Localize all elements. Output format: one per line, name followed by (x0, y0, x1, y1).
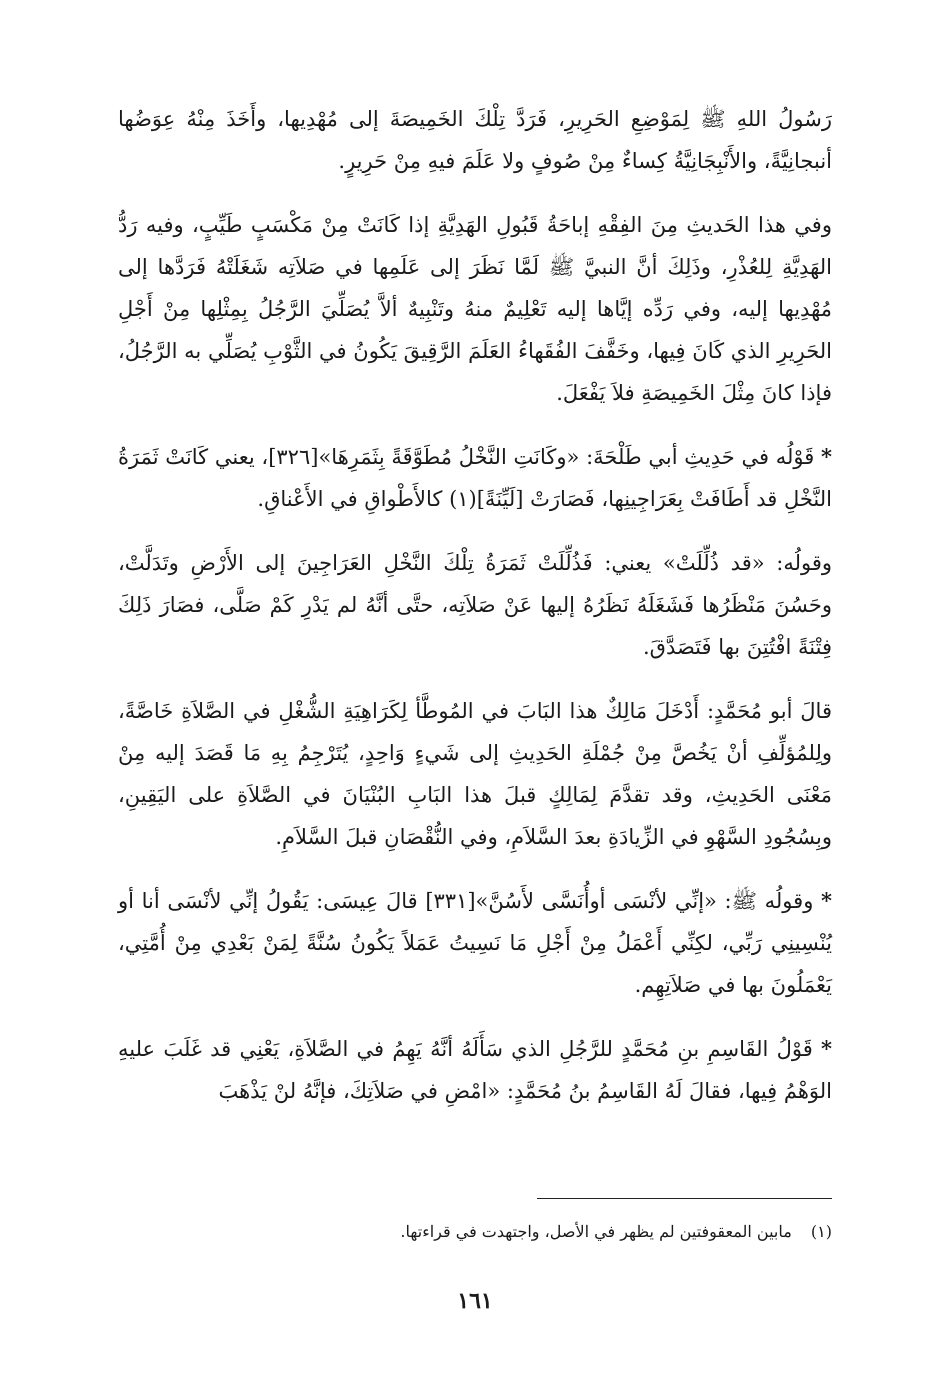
paragraph-6-text: وقولُه ﷺ: «إنِّي لأنْسَى أوأُنَسَّى لأَسُنَّ»[٣٣١] قالَ عِيسَى: يَقُولُ إنِّي لأنْسَى أنا أو يُنْسِينِي رَبِّي، لكِنِّي أَعْمَلُ مِنْ أَجْلِ مَا نَسِيتُ عَمَلاً يَكُونُ سُنَّةً لِمَنْ بَعْدِي مِنْ أُمَّتِي، يَعْمَلُونَ بها في صَلاَتِهِم. (118, 889, 832, 997)
paragraph-5 (118, 690, 832, 858)
page-number: ١٦١ (457, 1288, 493, 1314)
paragraph-1 (118, 98, 832, 182)
main-text (118, 98, 832, 1134)
paragraph-3-text: قَوْلُه في حَدِيثِ أبي طَلْحَةَ: «وكَانَتِ النَّخْلُ مُطَوَّقَةً بِثَمَرِهَا»[٣٢٦]، يعني كَانَتْ ثَمَرَةُ النَّخْلِ قد أَطَافَتْ بِعَرَاجِينِها، فَصَارَتْ [لَيِّنَةً](١) كالأَطْواقِ في الأَعْناقِ. (118, 445, 832, 511)
paragraph-7 (118, 1028, 832, 1112)
paragraph-5-text: قالَ أبو مُحَمَّدٍ: أَدْخَلَ مَالِكٌ هذا البَابَ في المُوطَّأ لِكَرَاهِيَةِ الشُّغْلِ في الصَّلاَةِ خَاصَّةً، ولِلمُؤلِّفِ أنْ يَخُصَّ مِنْ جُمْلَةِ الحَدِيثِ إلى شَيءٍ وَاحِدٍ، يُتَرْجِمُ بِهِ مَا قَصَدَ إليه مِنْ مَعْنَى الحَدِيثِ، وقد تقدَّمَ لِمَالِكٍ قبلَ هذا البَابِ البُنْيَانَ في الصَّلاَةِ على اليَقِينِ، وبِسُجُودِ السَّهْوِ في الزِّيادَةِ بعدَ السَّلاَمِ، وفي النُّقْصَانِ قبلَ السَّلاَمِ. (118, 699, 832, 849)
paragraph-6-bullet: * (821, 888, 832, 913)
footnote-marker: (١) (810, 1222, 832, 1241)
paragraph-6 (118, 880, 832, 1006)
paragraph-4-text: وقولُه: «قد ذُلِّلَتْ» يعني: فَذُلِّلَتْ ثَمَرَةُ تِلْكَ النَّخْلِ العَرَاجِينَ إلى الأَرْضِ وتَدَلَّتْ، وحَسُنَ مَنْظَرُها فَشَغَلَهُ نَظَرُهُ إليها عَنْ صَلاَتِه، حتَّى أنَّهُ لم يَدْرِ كَمْ صَلَّى، فصَارَ ذَلِكَ فِتْنَةً افْتُتِنَ بها فَتَصَدَّقَ. (118, 551, 832, 659)
footnote-divider (537, 1198, 832, 1199)
paragraph-4 (118, 542, 832, 668)
footnote (118, 1218, 832, 1246)
paragraph-7-bullet: * (821, 1036, 832, 1061)
paragraph-3 (118, 436, 832, 520)
paragraph-3-bullet: * (821, 444, 832, 469)
paragraph-2-text: وفي هذا الحَديثِ مِنَ الفِقْهِ إباحَةُ قَبُولِ الهَدِيَّةِ إذا كَانَتْ مِنْ مَكْسَبٍ طَيِّبٍ، وفيه رَدُّ الهَدِيَّةِ لِلعُذْرِ، وذَلِكَ أنَّ النبيَّ ﷺ لَمَّا نَظَرَ إلى عَلَمِها في صَلاَتِه شَغَلَتْهُ فَرَدَّها إلى مُهْدِيها إليه، وفي رَدِّه إيَّاها إليه تَعْلِيمٌ منهُ وتَنْبِيهٌ ألاَّ يُصَلِّيَ الرَّجُلُ بِمِثْلِها مِنْ أَجْلِ الحَرِيرِ الذي كَانَ فِيها، وخَفَّفَ الفُقَهاءُ العَلَمَ الرَّقِيقَ يَكُونُ في الثَّوْبِ يُصَلِّي به الرَّجُلُ، فإذا كانَ مِثْلَ الخَمِيصَةِ فلاَ يَفْعَلَ. (118, 213, 832, 405)
footnote-text: مابين المعقوفتين لم يظهر في الأصل، واجتهدت في قراءتها. (400, 1222, 792, 1241)
paragraph-2 (118, 204, 832, 414)
paragraph-1-text: رَسُولُ اللهِ ﷺ لِمَوْضِعِ الحَرِيرِ، فَرَدَّ تِلْكَ الخَمِيصَةَ إلى مُهْدِيها، وأَخَذَ مِنْهُ عِوَضُها أنبجانِيَّةً، والأَنْبِجَانِيَّةُ كِساءٌ مِنْ صُوفٍ ولا عَلَمَ فيهِ مِنْ حَرِيرٍ. (118, 107, 832, 173)
paragraph-7-text: قَوْلُ القَاسِمِ بنِ مُحَمَّدٍ للرَّجُلِ الذي سَأَلَهُ أنَّهُ يَهِمُ في الصَّلاَةِ، يَعْنِي قد غَلَبَ عليهِ الوَهْمُ فِيها، فقالَ لَهُ القَاسِمُ بنُ مُحَمَّدٍ: «امْضِ في صَلاَتِكَ، فإنَّهُ لنْ يَذْهَبَ (118, 1037, 832, 1103)
